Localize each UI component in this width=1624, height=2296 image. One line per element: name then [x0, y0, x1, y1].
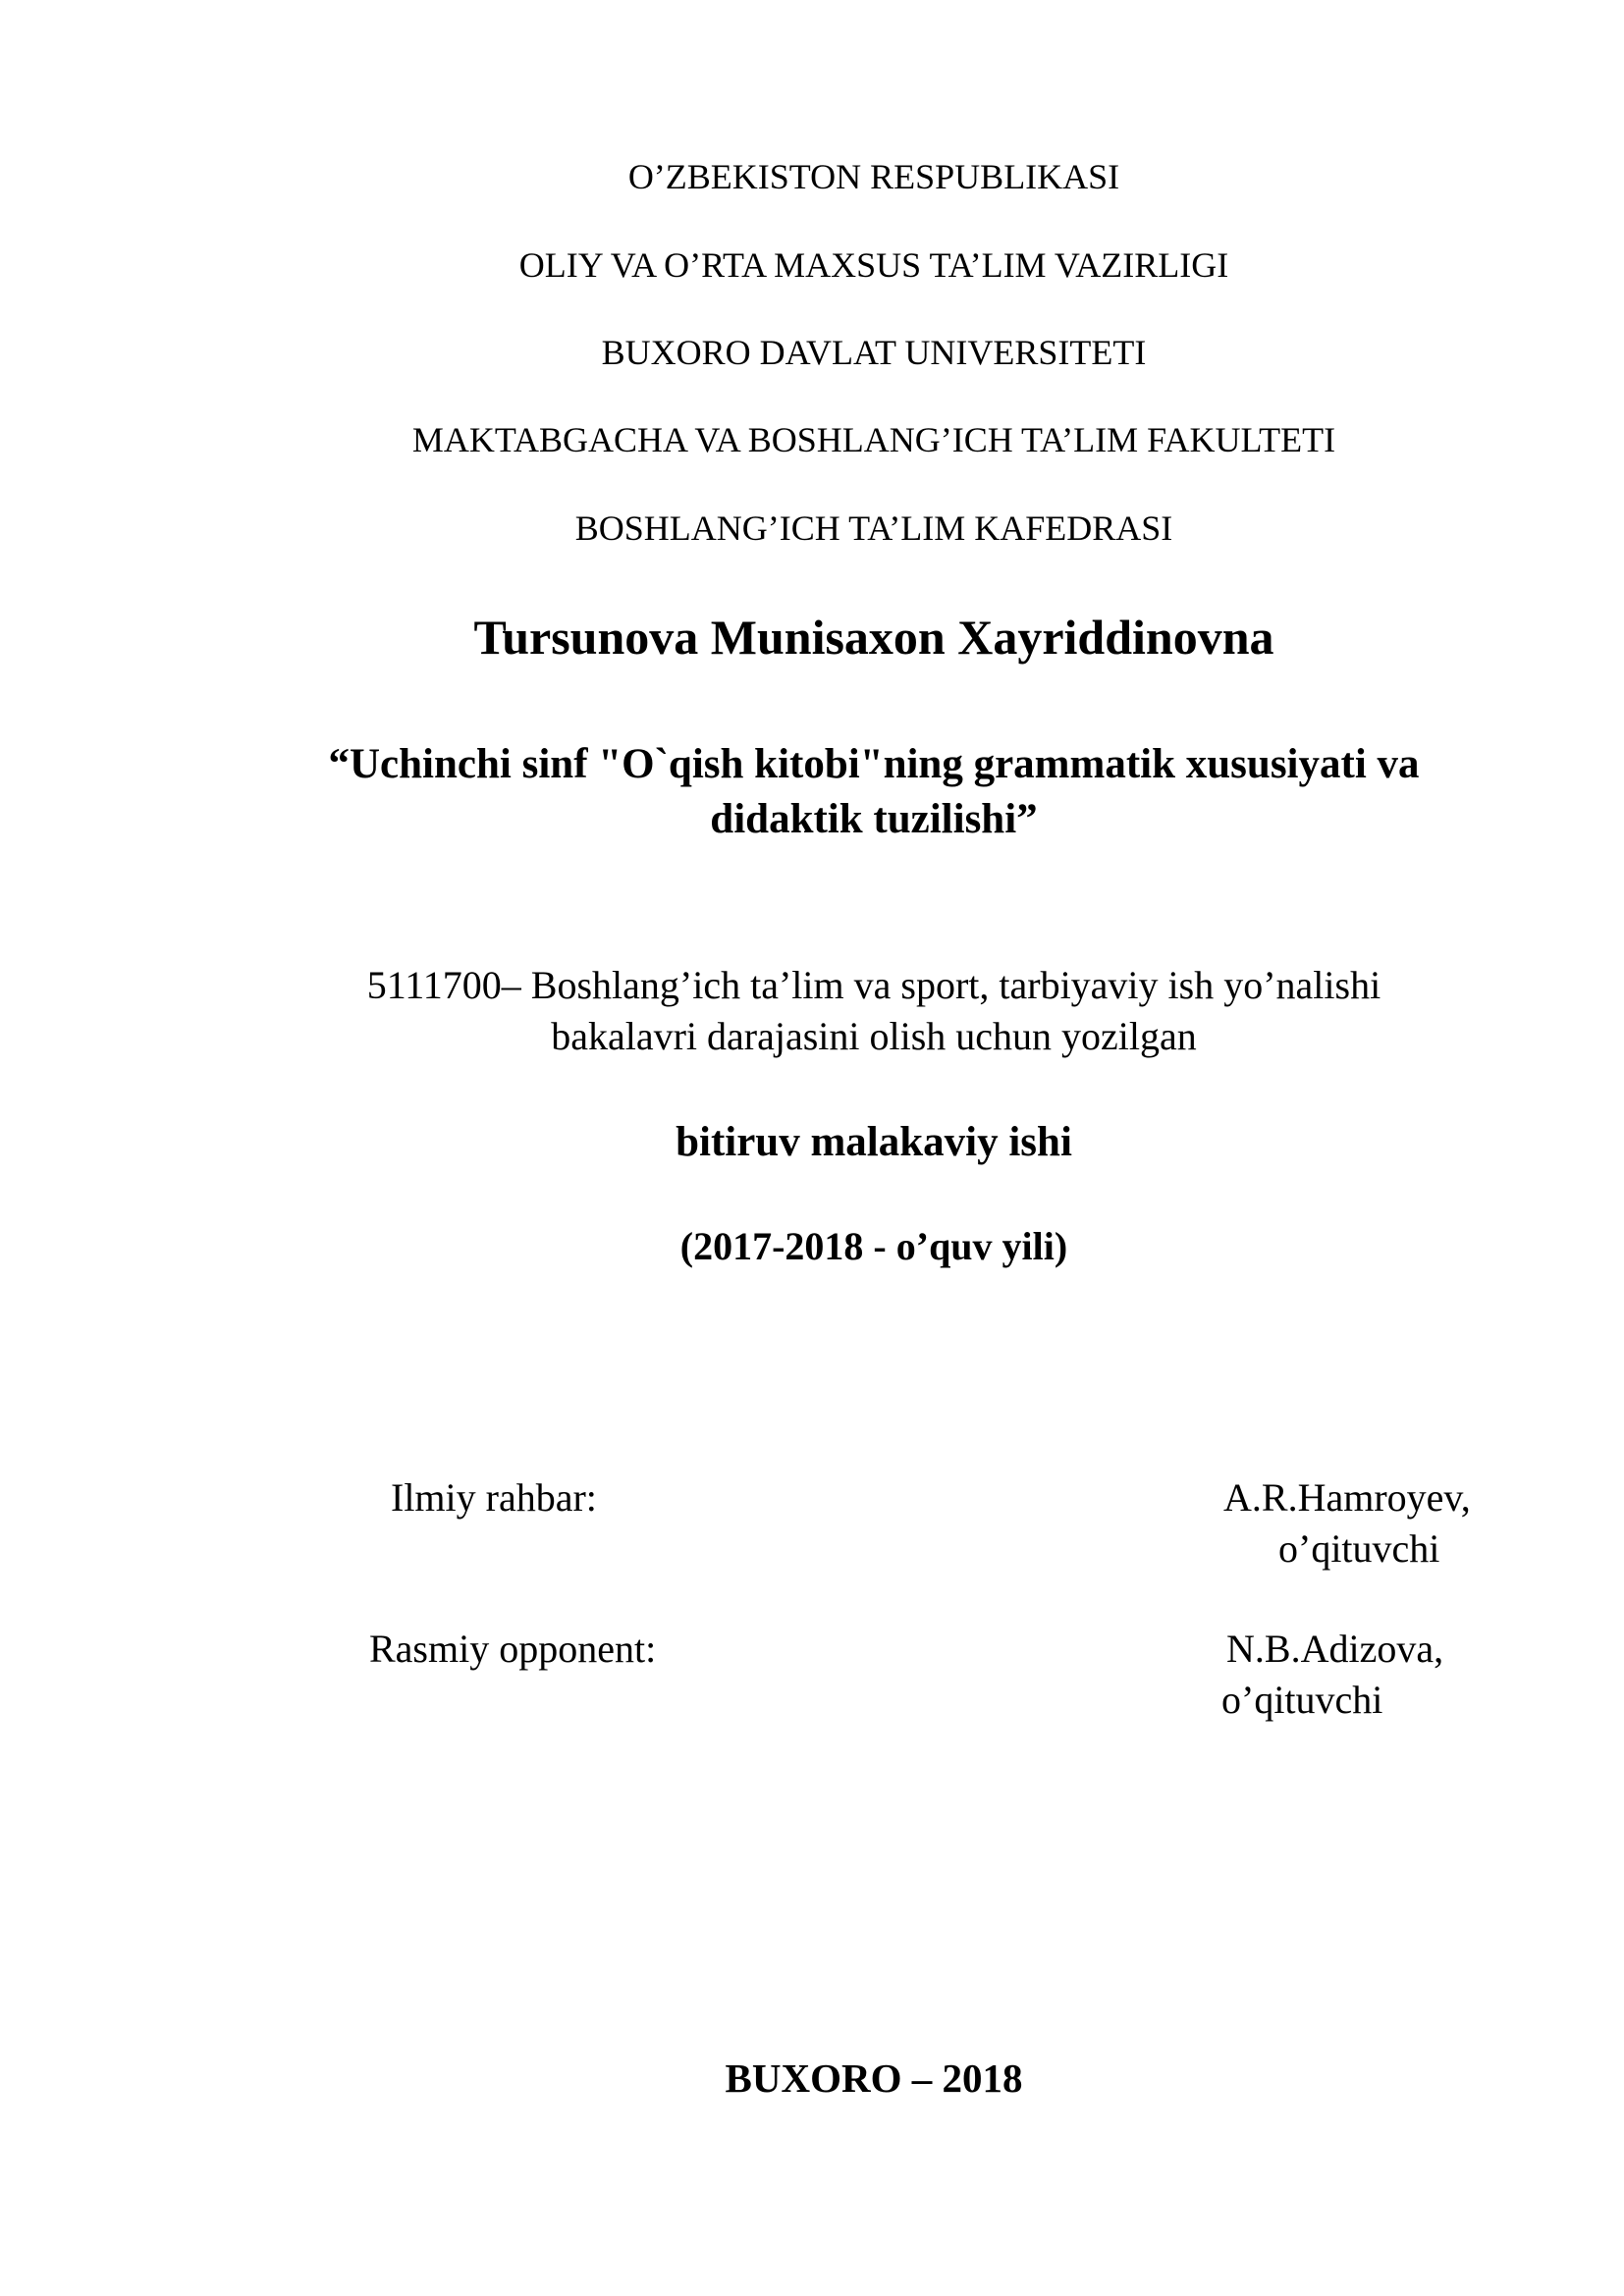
opponent-title: o’qituvchi — [1221, 1678, 1383, 1722]
header-faculty: MAKTABGACHA VA BOSHLANG’ICH TA’LIM FAKULTETI — [411, 420, 1336, 459]
thesis-title-line-1: “Uchinchi sinf "O`qish kitobi"ning grammatik xususiyati va — [328, 741, 1420, 787]
academic-year: (2017-2018 - o’quv yili) — [679, 1224, 1068, 1268]
supervisor-label: Ilmiy rahbar: — [391, 1475, 597, 1520]
opponent-label: Rasmiy opponent: — [369, 1627, 657, 1671]
thesis-title-line-2: didaktik tuzilishi” — [710, 796, 1038, 842]
header-republic: O’ZBEKISTON RESPUBLIKASI — [627, 157, 1120, 196]
header-university: BUXORO DAVLAT UNIVERSITETI — [601, 333, 1147, 372]
opponent-name: N.B.Adizova, — [1226, 1627, 1444, 1671]
footer-city-year: BUXORO – 2018 — [725, 2056, 1023, 2101]
work-type: bitiruv malakaviy ishi — [676, 1119, 1072, 1165]
specialty-line-2: bakalavri darajasini olish uchun yozilgan — [551, 1014, 1197, 1058]
supervisor-title: o’qituvchi — [1278, 1526, 1440, 1571]
supervisor-name: A.R.Hamroyev, — [1223, 1475, 1471, 1520]
author-name: Tursunova Munisaxon Xayriddinovna — [473, 610, 1274, 665]
header-ministry: OLIY VA O’RTA MAXSUS TA’LIM VAZIRLIGI — [518, 245, 1229, 285]
specialty-line-1: 5111700– Boshlang’ich ta’lim va sport, tarbiyaviy ish yo’nalishi — [366, 963, 1381, 1007]
header-department: BOSHLANG’ICH TA’LIM KAFEDRASI — [574, 508, 1173, 548]
